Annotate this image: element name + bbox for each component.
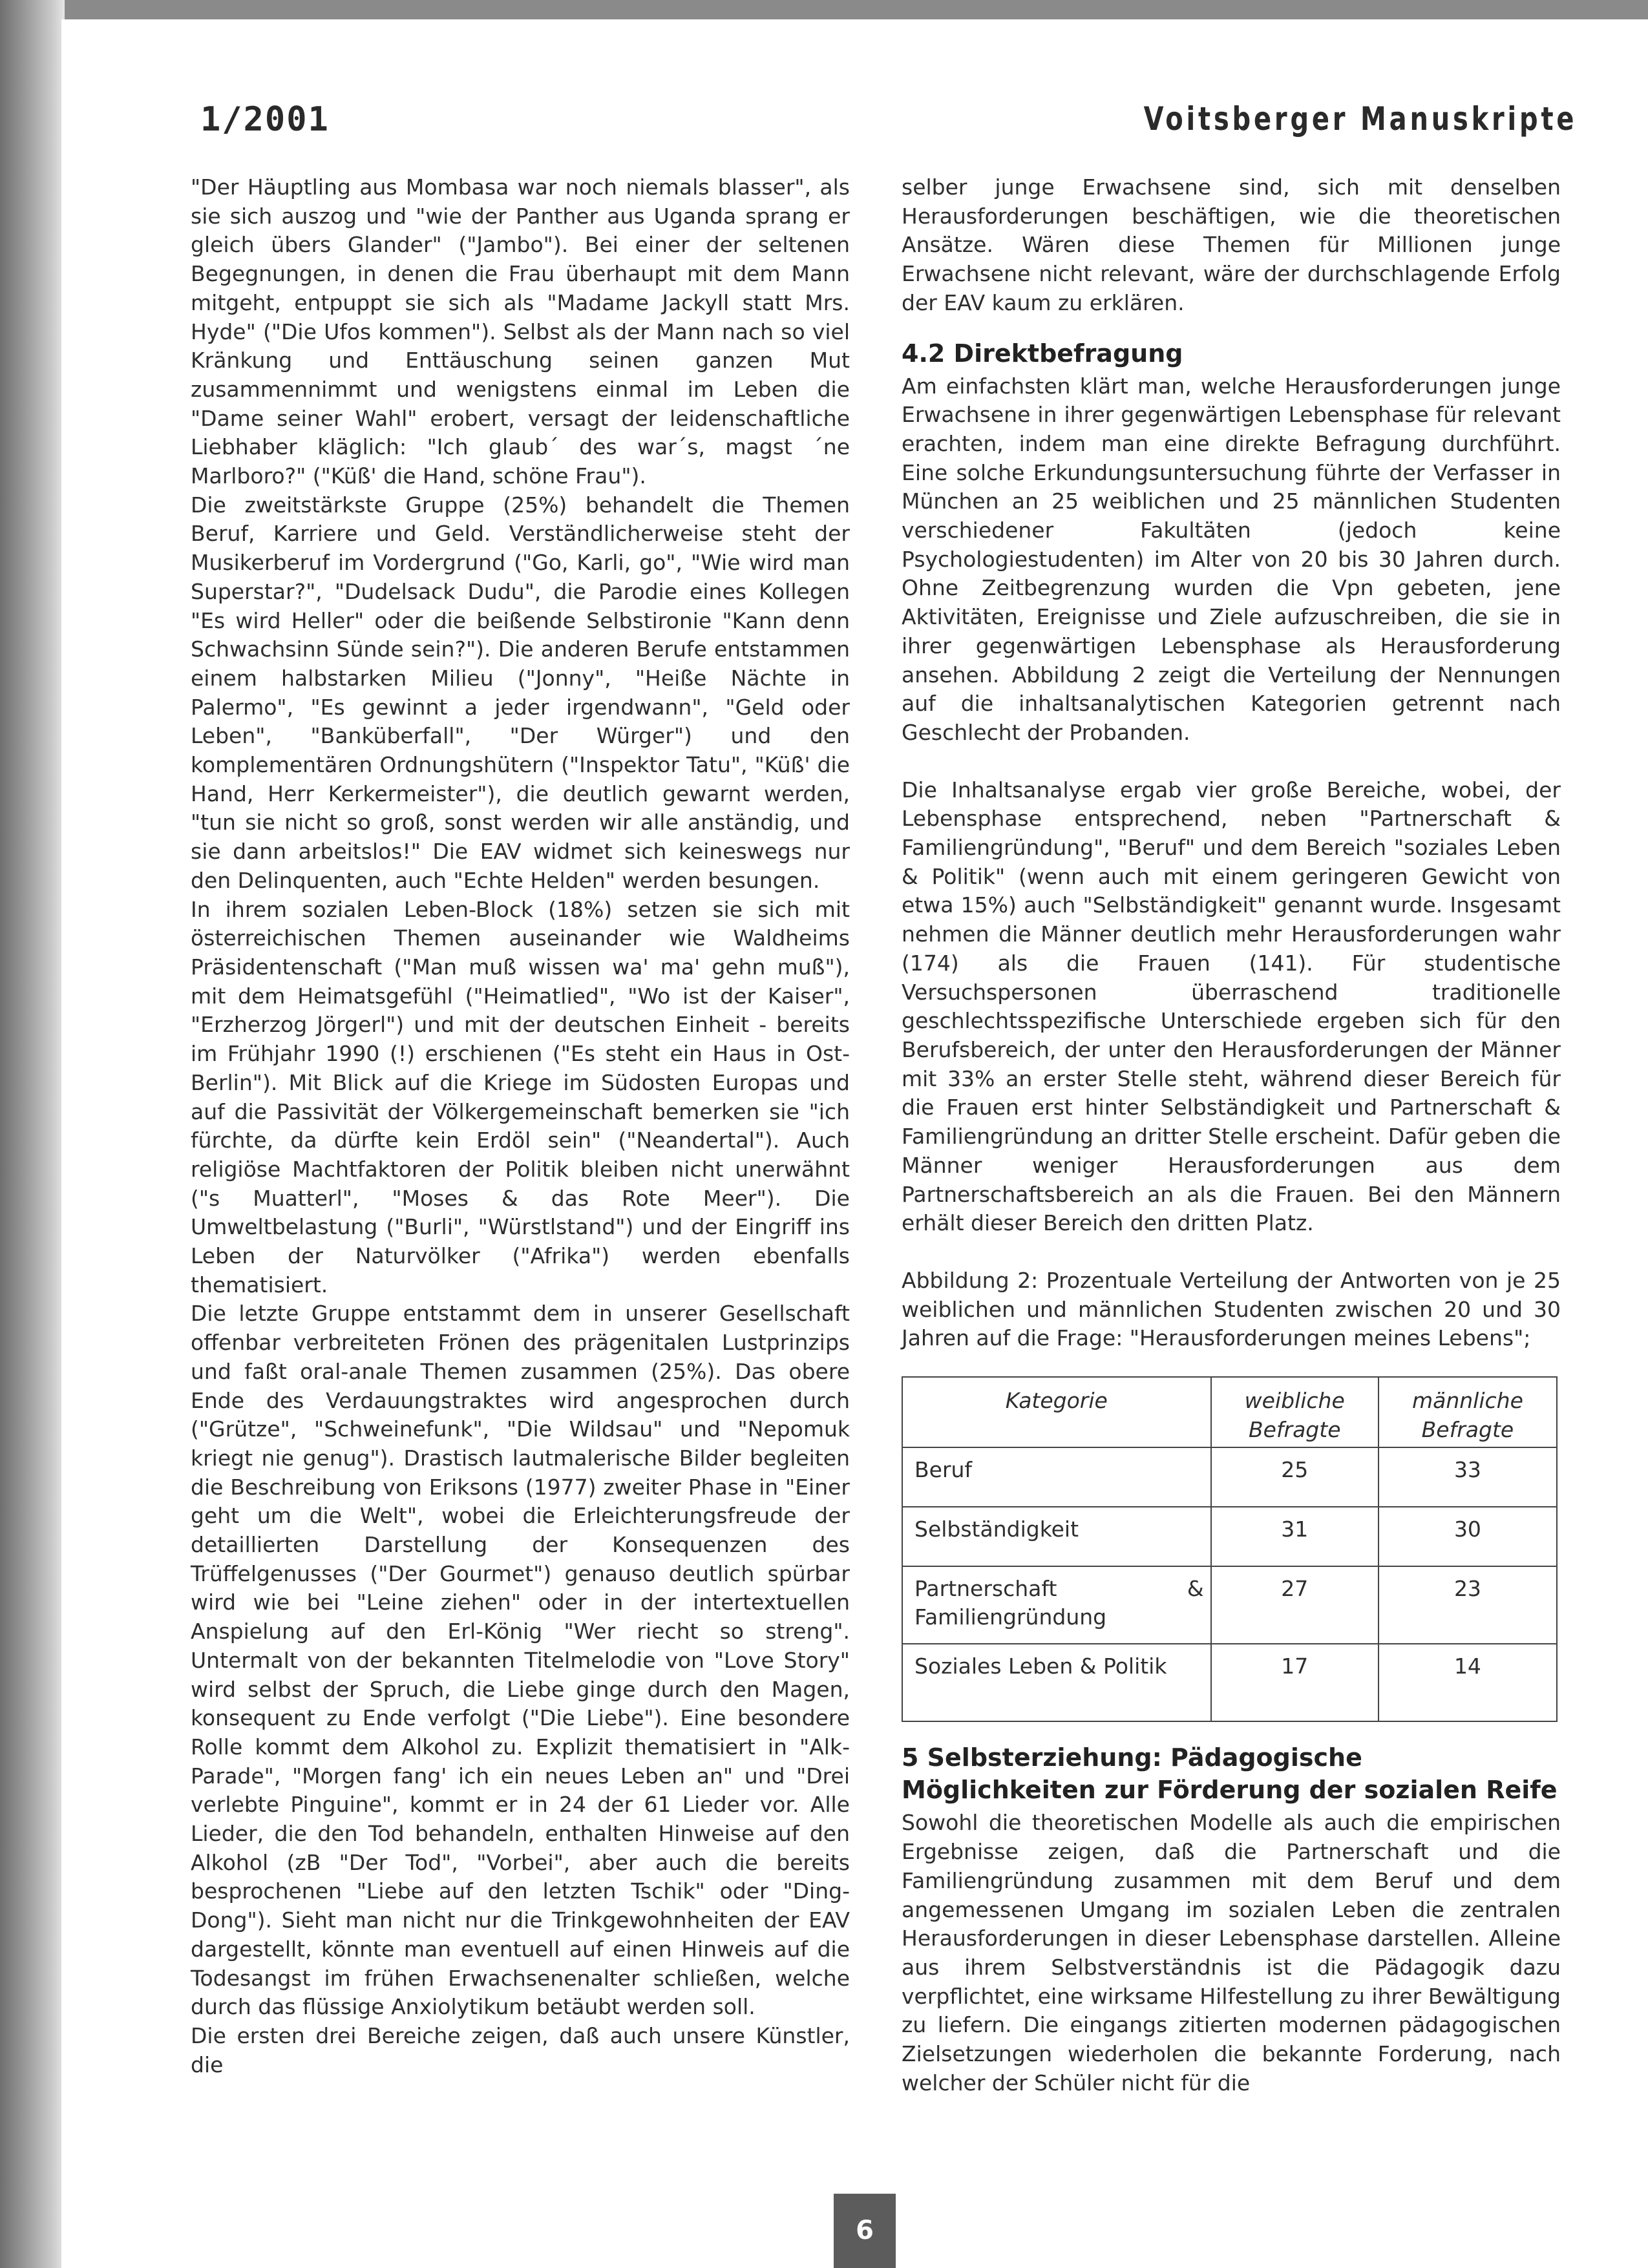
table-row (902, 1447, 1557, 1507)
table-cell-male: 14 (1379, 1644, 1557, 1721)
table-cell-female: 17 (1211, 1644, 1379, 1721)
section-heading-5: 5 Selbsterziehung: Pädagogische Möglichkeiten zur Förderung der sozialen Reife (902, 1743, 1558, 1805)
table-header: männliche Befragte (1379, 1377, 1557, 1447)
table-cell-male: 33 (1379, 1447, 1557, 1507)
scan-margin (0, 0, 65, 2268)
right-column (902, 173, 1561, 2097)
paragraph: Die zweitstärkste Gruppe (25%) behandelt die Themen Beruf, Karriere und Geld. Verständlicherweise steht der Musikerberuf im Vordergrund ("Go, Karli, go", "Wie wird man Superstar?", "Dudelsack Dudu", die Parodie eines Kollegen "Es wird Heller" oder die beißende Selbstironie "Kann denn Schwachsinn Sünde sein?"). Die anderen Berufe entstammen einem halbstarken Milieu ("Jonny", "Heiße Nächte in Palermo", "Es gewinnt a jeder irgendwann", "Geld oder Leben", "Banküberfall", "Der Würger") und den komplementären Ordnungshütern ("Inspektor Tatu", "Küß' die Hand, Herr Kerkermeister"), die deutlich gewarnt werden, "tun sie nicht so groß, sonst werden wir alle anständig, und sie dann arbeitslos!" Die EAV widmet sich keineswegs nur den Delinquenten, auch "Echte Helden" werden besungen. (191, 492, 850, 893)
paragraph: Am einfachsten klärt man, welche Herausforderungen junge Erwachsene in ihrer gegenwärtigen Lebensphase für relevant erachten, indem man eine direkte Befragung durchführt. Eine solche Erkundungsuntersuchung führte der Verfasser in München an 25 weiblichen und 25 männlichen Studenten verschiedener Fakultäten (jedoch keine Psychologiestudenten) im Alter von 20 bis 30 Jahren durch. Ohne Zeitbegrenzung wurden die Vpn gebeten, jene Aktivitäten, Ereignisse und Ziele aufzuschreiben, die sie in ihrer gegenwärtigen Lebensphase als Herausforderung ansehen. Abbildung 2 zeigt die Verteilung der Nennungen auf die inhaltsanalytischen Kategorien getrennt nach Geschlecht der Probanden. (902, 373, 1561, 745)
table-row (902, 1566, 1557, 1644)
table-cell-category: Soziales Leben & Politik (902, 1644, 1211, 1721)
table-row (902, 1644, 1557, 1721)
section-heading-4-2: 4.2 Direktbefragung (902, 339, 1183, 368)
table-cell-category: Selbständigkeit (902, 1507, 1211, 1566)
table-cell-male: 30 (1379, 1507, 1557, 1566)
paragraph: Die ersten drei Bereiche zeigen, daß auch unsere Künstler, die (191, 2023, 850, 2077)
figure-caption: Abbildung 2: Prozentuale Verteilung der Antworten von je 25 weiblichen und männlichen Studenten zwischen 20 und 30 Jahren auf die Frage: "Herausforderungen meines Lebens"; (902, 1267, 1561, 1351)
table-row (902, 1507, 1557, 1566)
paragraph: In ihrem sozialen Leben-Block (18%) setzen sie sich mit österreichischen Themen auseinander wie Waldheims Präsidentenschaft ("Man muß wissen wa' ma' gehn muß"), mit dem Heimatsgefühl ("Heimatlied", "Wo ist der Kaiser", "Erzherzog Jörgerl") und mit der deutschen Einheit - bereits im Frühjahr 1990 (!) erschienen ("Es steht ein Haus in Ost-Berlin"). Mit Blick auf die Kriege im Südosten Europas und auf die Passivität der Völkergemeinschaft bemerken sie "ich fürchte, da dürfte kein Erdöl sein" ("Neandertal"). Auch religiöse Machtfaktoren der Politik bleiben nicht unerwähnt ("s Muatterl", "Moses & das Rote Meer"). Die Umweltbelastung ("Burli", "Würstlstand") und der Eingriff ins Leben der Naturvölker ("Afrika") werden ebenfalls thematisiert. (191, 896, 850, 1297)
table-cell-female: 31 (1211, 1507, 1379, 1566)
paragraph: selber junge Erwachsene sind, sich mit denselben Herausforderungen beschäftigen, wie die theoretischen Ansätze. Wären diese Themen für Millionen junge Erwachsene nicht relevant, wäre der durchschlagende Erfolg der EAV kaum zu erklären. (902, 174, 1561, 315)
paragraph: Die letzte Gruppe entstammt dem in unserer Gesellschaft offenbar verbreiteten Frönen des prägenitalen Lustprinzips und faßt oral-anale Themen zusammen (25%). Das obere Ende des Verdauungstraktes wird angesprochen durch ("Grütze", "Schweinefunk", "Die Wildsau" und "Nepomuk kriegt nie genug"). Drastisch lautmalerische Bilder begleiten die Beschreibung von Eriksons (1977) zweiter Phase in "Einer geht um die Welt", wobei die Erleichterungsfreude der detaillierten Darstellung der Konsequenzen des Trüffelgenusses ("Der Gourmet") genauso deutlich spürbar wird wie bei "Leine ziehen" oder in der intertextuellen Anspielung auf den Erl-König "Wer riecht so streng". Untermalt von der bekannten Titelmelodie von "Love Story" wird selbst der Spruch, die Liebe ginge durch den Magen, konsequent zu Ende verfolgt ("Die Liebe"). Eine besondere Rolle kommt dem Alkohol zu. Explizit thematisiert in "Alk-Parade", "Morgen fang' ich ein neues Leben an" und "Drei verlebte Pinguine", kommt er in 24 der 61 Lieder vor. Alle Lieder, die den Tod behandeln, enthalten Hinweise auf den Alkohol (zB "Der Tod", "Vorbei", aber auch die bereits besprochenen "Liebe auf den letzten Tschik" oder "Ding-Dong"). Sieht man nicht nur die Trinkgewohnheiten der EAV dargestellt, könnte man eventuell auf einen Hinweis auf die Todesangst im frühen Erwachsenenalter schließen, welche durch das flüssige Anxiolytikum betäubt werden soll. (191, 1301, 850, 2020)
table-cell-female: 25 (1211, 1447, 1379, 1507)
results-table (902, 1376, 1558, 1722)
left-column (191, 173, 850, 2079)
paragraph: Sowohl die theoretischen Modelle als auch die empirischen Ergebnisse zeigen, daß die Partnerschaft und die Familiengründung zusammen mit dem Beruf und dem angemessenen Umgang im sozialen Leben die zentralen Herausforderungen in dieser Lebensphase darstellen. Alleine aus ihrem Selbstverständnis ist die Pädagogik dazu verpflichtet, eine wirksame Hilfestellung zu ihrer Bewältigung zu liefern. Die eingangs zitierten modernen pädagogischen Zielsetzungen wiederholen die bekannte Forderung, nach welcher der Schüler nicht für die (902, 1810, 1561, 2095)
table-cell-female: 27 (1211, 1566, 1379, 1644)
table-cell-male: 23 (1379, 1566, 1557, 1644)
table-cell-category: Partnerschaft & Familiengründung (902, 1566, 1211, 1644)
paragraph: "Der Häuptling aus Mombasa war noch niemals blasser", als sie sich auszog und "wie der Panther aus Uganda sprang er gleich übers Glander" ("Jambo"). Bei einer der seltenen Begegnungen, in denen die Frau überhaupt mit dem Mann mitgeht, entpuppt sie sich als "Madame Jackyll statt Mrs. Hyde" ("Die Ufos kommen"). Selbst als der Mann nach so viel Kränkung und Enttäuschung seinen ganzen Mut zusammennimmt und wenigstens einmal im Leben die "Dame seiner Wahl" erobert, versagt der leidenschaftliche Liebhaber kläglich: "Ich glaub´ des war´s, magst ´ne Marlboro?" ("Küß' die Hand, schöne Frau"). (191, 174, 850, 489)
table-header: weibliche Befragte (1211, 1377, 1379, 1447)
paragraph: Die Inhaltsanalyse ergab vier große Bereiche, wobei, der Lebensphase entsprechend, neben "Partnerschaft & Familiengründung", "Beruf" und dem Bereich "soziales Leben & Politik" (wenn auch mit einem geringeren Gewicht von etwa 15%) auch "Selbständigkeit" genannt wurde. Insgesamt nehmen die Männer deutlich mehr Herausforderungen wahr (174) als die Frauen (141). Für studentische Versuchspersonen überraschend traditionelle geschlechtsspezifische Unterschiede ergeben sich für den Berufsbereich, der unter den Herausforderungen der Männer mit 33% an erster Stelle steht, während dieser Bereich für die Frauen erst hinter Selbständigkeit und Partnerschaft & Familiengründung an dritter Stelle erscheint. Dafür geben die Männer weniger Herausforderungen aus dem Partnerschaftsbereich an als die Frauen. Bei den Männern erhält dieser Bereich den dritten Platz. (902, 777, 1561, 1236)
table-cell-category: Beruf (902, 1447, 1211, 1507)
page-number: 6 (834, 2194, 896, 2268)
publication-title: Voitsberger Manuskripte (1143, 100, 1577, 138)
issue-number: 1/2001 (200, 100, 330, 139)
table-header: Kategorie (902, 1377, 1211, 1447)
